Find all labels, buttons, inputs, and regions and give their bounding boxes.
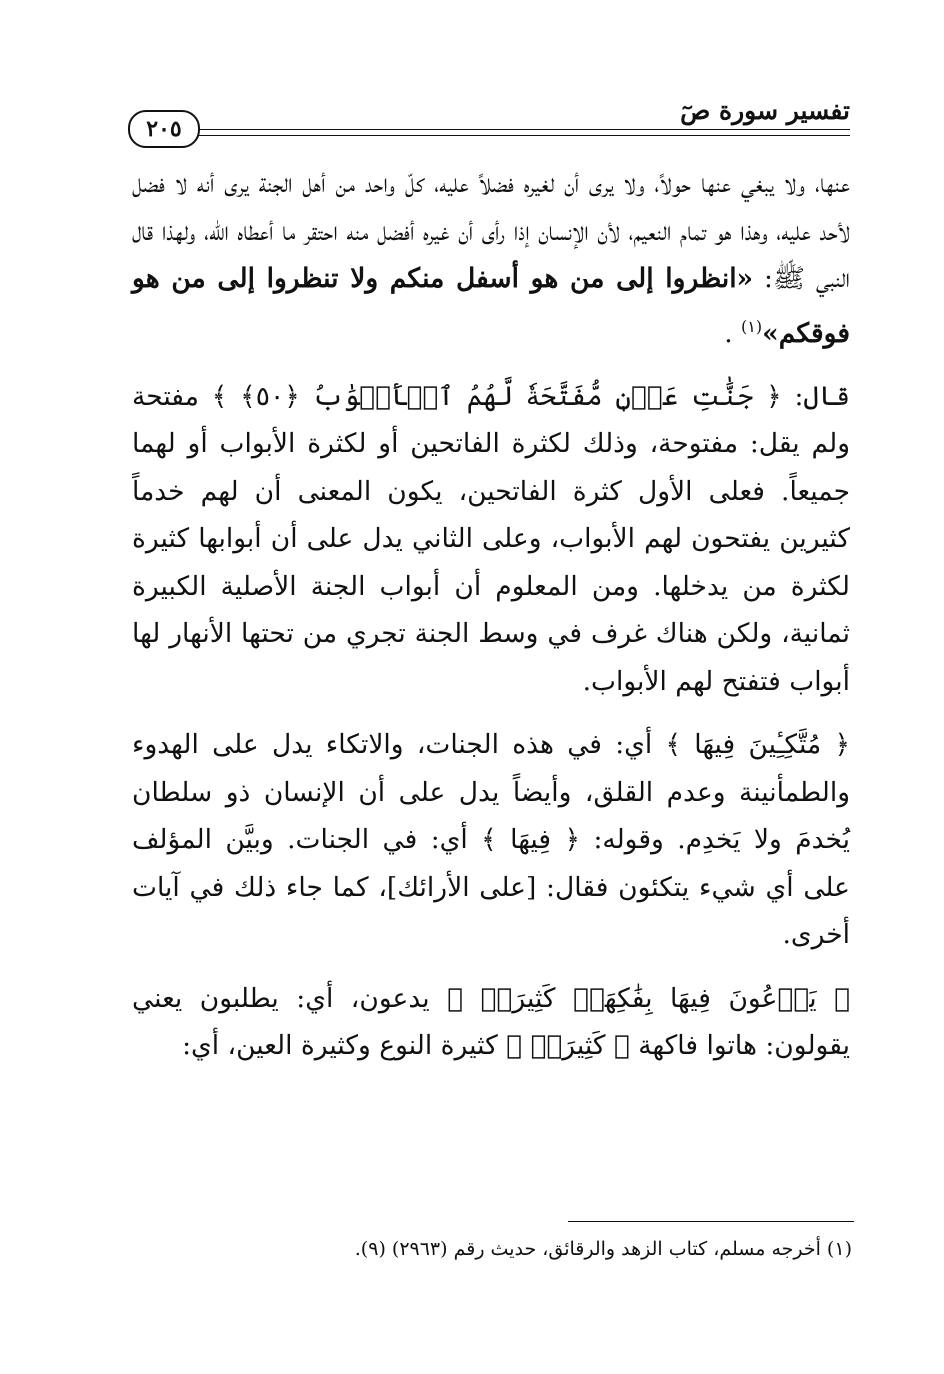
footnote-separator xyxy=(568,1221,854,1222)
text-run: ﴿ يَدۡعُونَ فِيهَا بِفَٰكِهَةٖ كَثِيرَةٖ ﴾ يدعون، أي: يطلبون يعني يقولون: هاتوا فاكهة ﴿ كَثِيرَةٖ ﴾ كثيرة النوع وكثيرة العين، أي: xyxy=(132,982,850,1062)
paragraph xyxy=(132,160,850,357)
footnote-reference: (١) xyxy=(741,316,763,336)
paragraph xyxy=(132,975,850,1070)
text-run: . xyxy=(724,317,742,349)
footnote: (١) أخرجه مسلم، كتاب الزهد والرقائق، حديث رقم (٢٩٦٣) (٩). xyxy=(354,1238,852,1260)
page-header xyxy=(128,96,850,146)
text-run: ﴿ مُتَّكِـِٔينَ فِيهَا ﴾ أي: في هذه الجنات، والاتكاء يدل على الهدوء والطمأنينة وعدم القلق، وأيضاً يدل على أن الإنسان ذو سلطان يُخدمَ ولا يَخدِم. وقوله: ﴿ فِيهَا ﴾ أي: في الجنات. وبيَّن المؤلف على أي شيء يتكئون فقال: [على الأرائك]، كما جاء ذلك في آيات أخرى. xyxy=(132,729,850,951)
header-rule xyxy=(186,129,850,136)
paragraph xyxy=(132,721,850,959)
running-title: تفسير سورة صٓ xyxy=(680,96,850,125)
text-run: قال: ﴿ جَنَّٰتِ عَدۡنٖ مُّفَتَّحَةٗ لَّهُمُ ٱلۡأَبۡوَٰبُ ﴿٥٠﴾ ﴾ مفتحة ولم يقل: مفتوحة، وذلك لكثرة الفاتحين أو لكثرة الأبواب أو لهما جميعاً. فعلى الأول كثرة الفاتحين، يكون المعنى أن لهم خدماً كثيرين يفتحون لهم الأبواب، وعلى الثاني يدل على أن أبوابها كثيرة لكثرة من يدخلها. ومن المعلوم أن أبواب الجنة الأصلية الكبيرة ثمانية، ولكن هناك غرف في وسط الجنة تجري من تحتها الأنهار لها أبواب فتفتح لهم الأبواب. xyxy=(132,380,850,697)
text-run: عنها، ولا يبغي عنها حولاً، ولا يرى أن لغيره فضلاً عليه، كلّ واحد من أهل الجنة يرى أنه لا فضل لأحد عليه، وهذا هو تمام النعيم، لأن الإنسان إذا رأى أن غيره أفضل منه احتقر ما أعطاه الله، ولهذا قال النبي ﷺ: xyxy=(132,168,850,294)
page-number-badge: ٢٠٥ xyxy=(128,110,200,148)
hadith-quote: «انظروا إلى من هو أسفل منكم ولا تنظروا إلى من هو فوقكم» xyxy=(132,263,850,349)
body-text xyxy=(132,160,850,1070)
paragraph xyxy=(132,373,850,706)
